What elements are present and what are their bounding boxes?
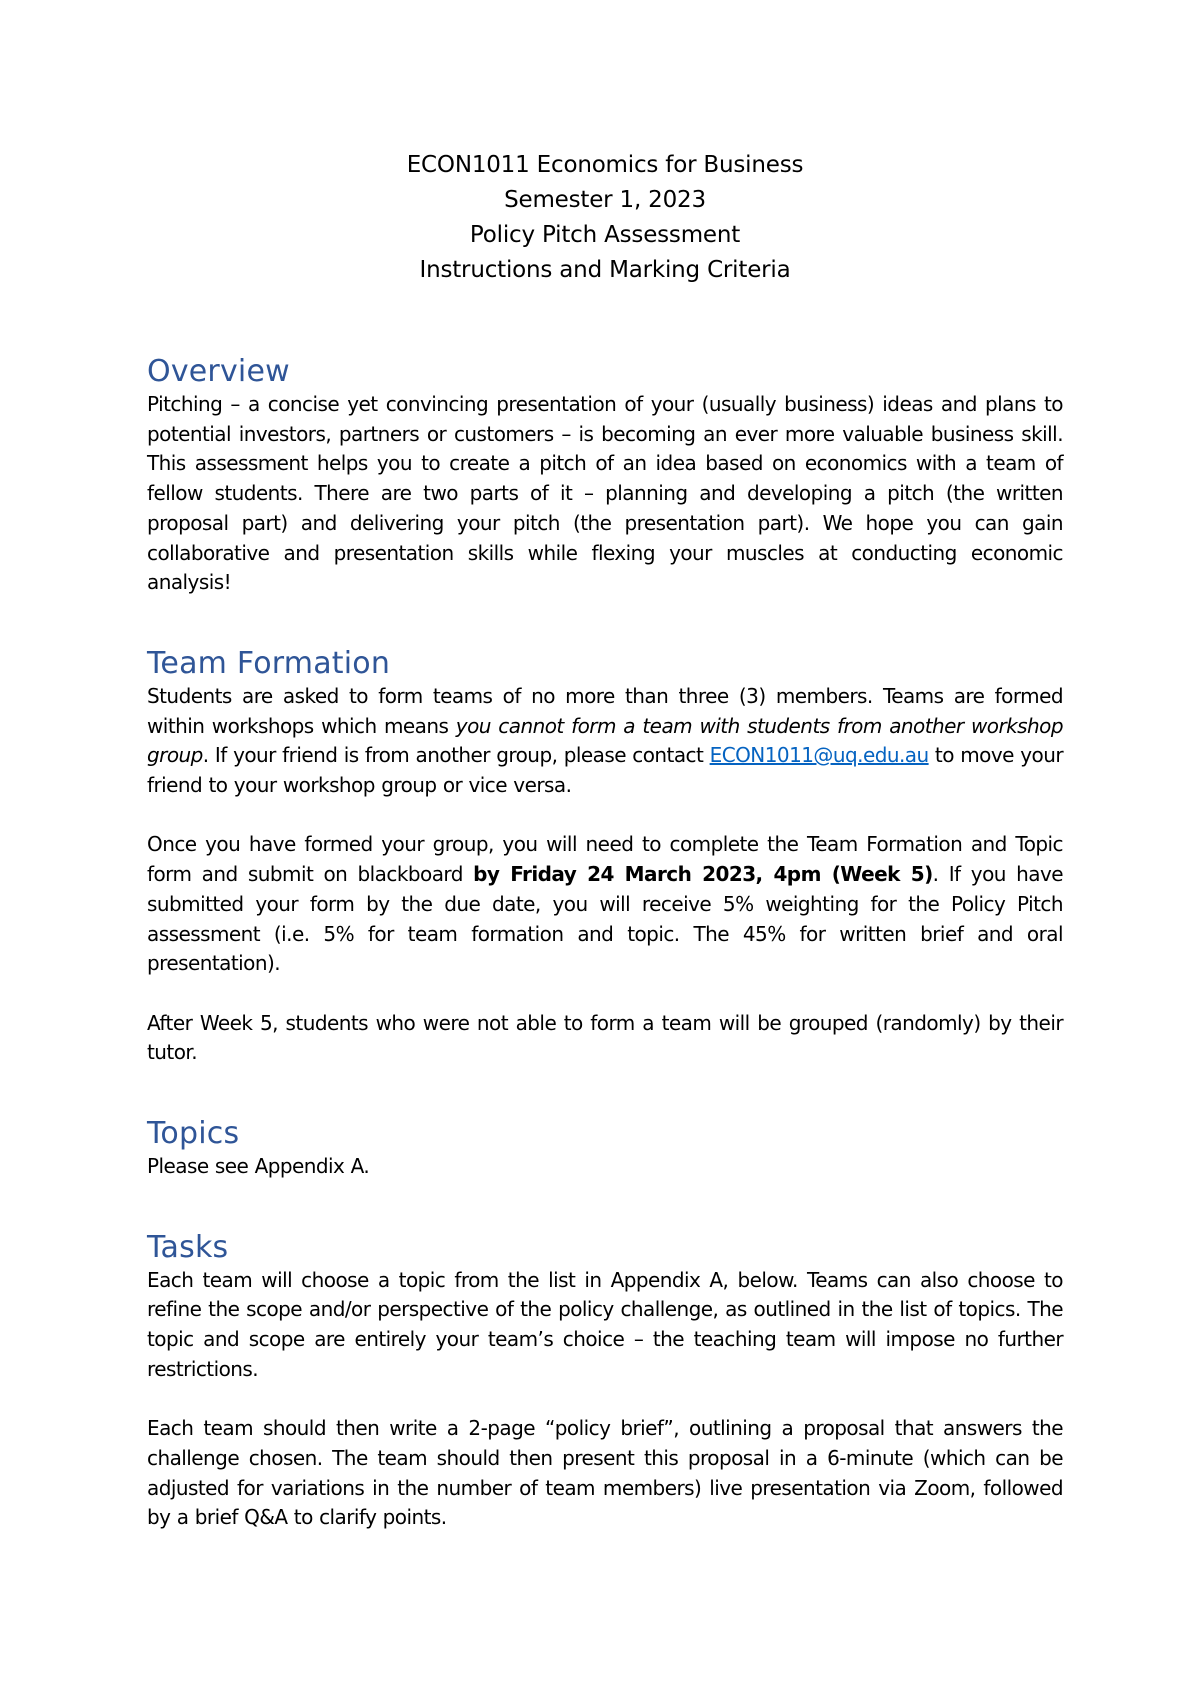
team-formation-paragraph-1: [147, 682, 1063, 801]
team-formation-italic-text: you cannot form a team with students from another workshop group: [147, 713, 1063, 768]
topics-section: [147, 1116, 1063, 1182]
document-title-block: [147, 148, 1063, 288]
course-title: ECON1011 Economics for Business: [406, 152, 804, 178]
document-page: [147, 148, 1063, 1533]
team-formation-paragraph-3: After Week 5, students who were not able to form a team will be grouped (randomly) by their tutor.: [147, 1010, 1063, 1065]
tasks-paragraph-2: Each team should then write a 2-page “policy brief”, outlining a proposal that answers the challenge chosen. The team should then present this proposal in a 6-minute (which can be adjusted for variations in the number of team members) live presentation via Zoom, followed by a brief Q&A to clarify points.: [147, 1416, 1063, 1530]
team-formation-text: . If you have submitted your form by the due date, you will receive 5% weighting for the Policy Pitch assessment (i.e. 5% for team formation and topic. The 45% for written brief and oral presentation).: [147, 862, 1063, 976]
topics-heading: Topics: [147, 1116, 240, 1152]
team-formation-paragraph-2: [147, 830, 1063, 979]
contact-email-link[interactable]: ECON1011@uq.edu.au: [709, 743, 929, 768]
team-formation-text: Once you have formed your group, you will need to complete the Team Formation and Topic form and submit on blackboard: [147, 832, 1063, 887]
due-date-text: by Friday 24 March 2023, 4pm (Week 5): [473, 862, 933, 887]
overview-section: [147, 354, 1063, 598]
overview-heading: Overview: [147, 354, 290, 389]
topics-paragraph: Please see Appendix A.: [147, 1154, 370, 1179]
document-subtitle: Instructions and Marking Criteria: [419, 257, 791, 283]
semester-line: Semester 1, 2023: [504, 187, 706, 213]
assessment-name: Policy Pitch Assessment: [469, 222, 741, 248]
team-formation-text: to move your friend to your workshop group or vice versa.: [147, 743, 1063, 798]
team-formation-section: [147, 646, 1063, 1068]
team-formation-text: Students are asked to form teams of no more than three (3) members. Teams are formed within workshops which means: [147, 683, 1063, 738]
overview-paragraph: Pitching – a concise yet convincing presentation of your (usually business) ideas and plans to potential investors, partners or customers – is becoming an ever more valuable business skill. This assessment helps you to create a pitch of an idea based on economics with a team of fellow students. There are two parts of it – planning and developing a pitch (the written proposal part) and delivering your pitch (the presentation part). We hope you can gain collaborative and presentation skills while flexing your muscles at conducting economic analysis!: [147, 392, 1063, 595]
tasks-section: [147, 1230, 1063, 1533]
team-formation-text: . If your friend is from another group, please contact: [202, 743, 710, 768]
team-formation-heading: Team Formation: [147, 645, 391, 681]
tasks-heading: Tasks: [147, 1229, 229, 1265]
tasks-paragraph-1: Each team will choose a topic from the list in Appendix A, below. Teams can also choose to refine the scope and/or perspective of the policy challenge, as outlined in the list of topics. The topic and scope are entirely your team’s choice – the teaching team will impose no further restrictions.: [147, 1267, 1063, 1381]
